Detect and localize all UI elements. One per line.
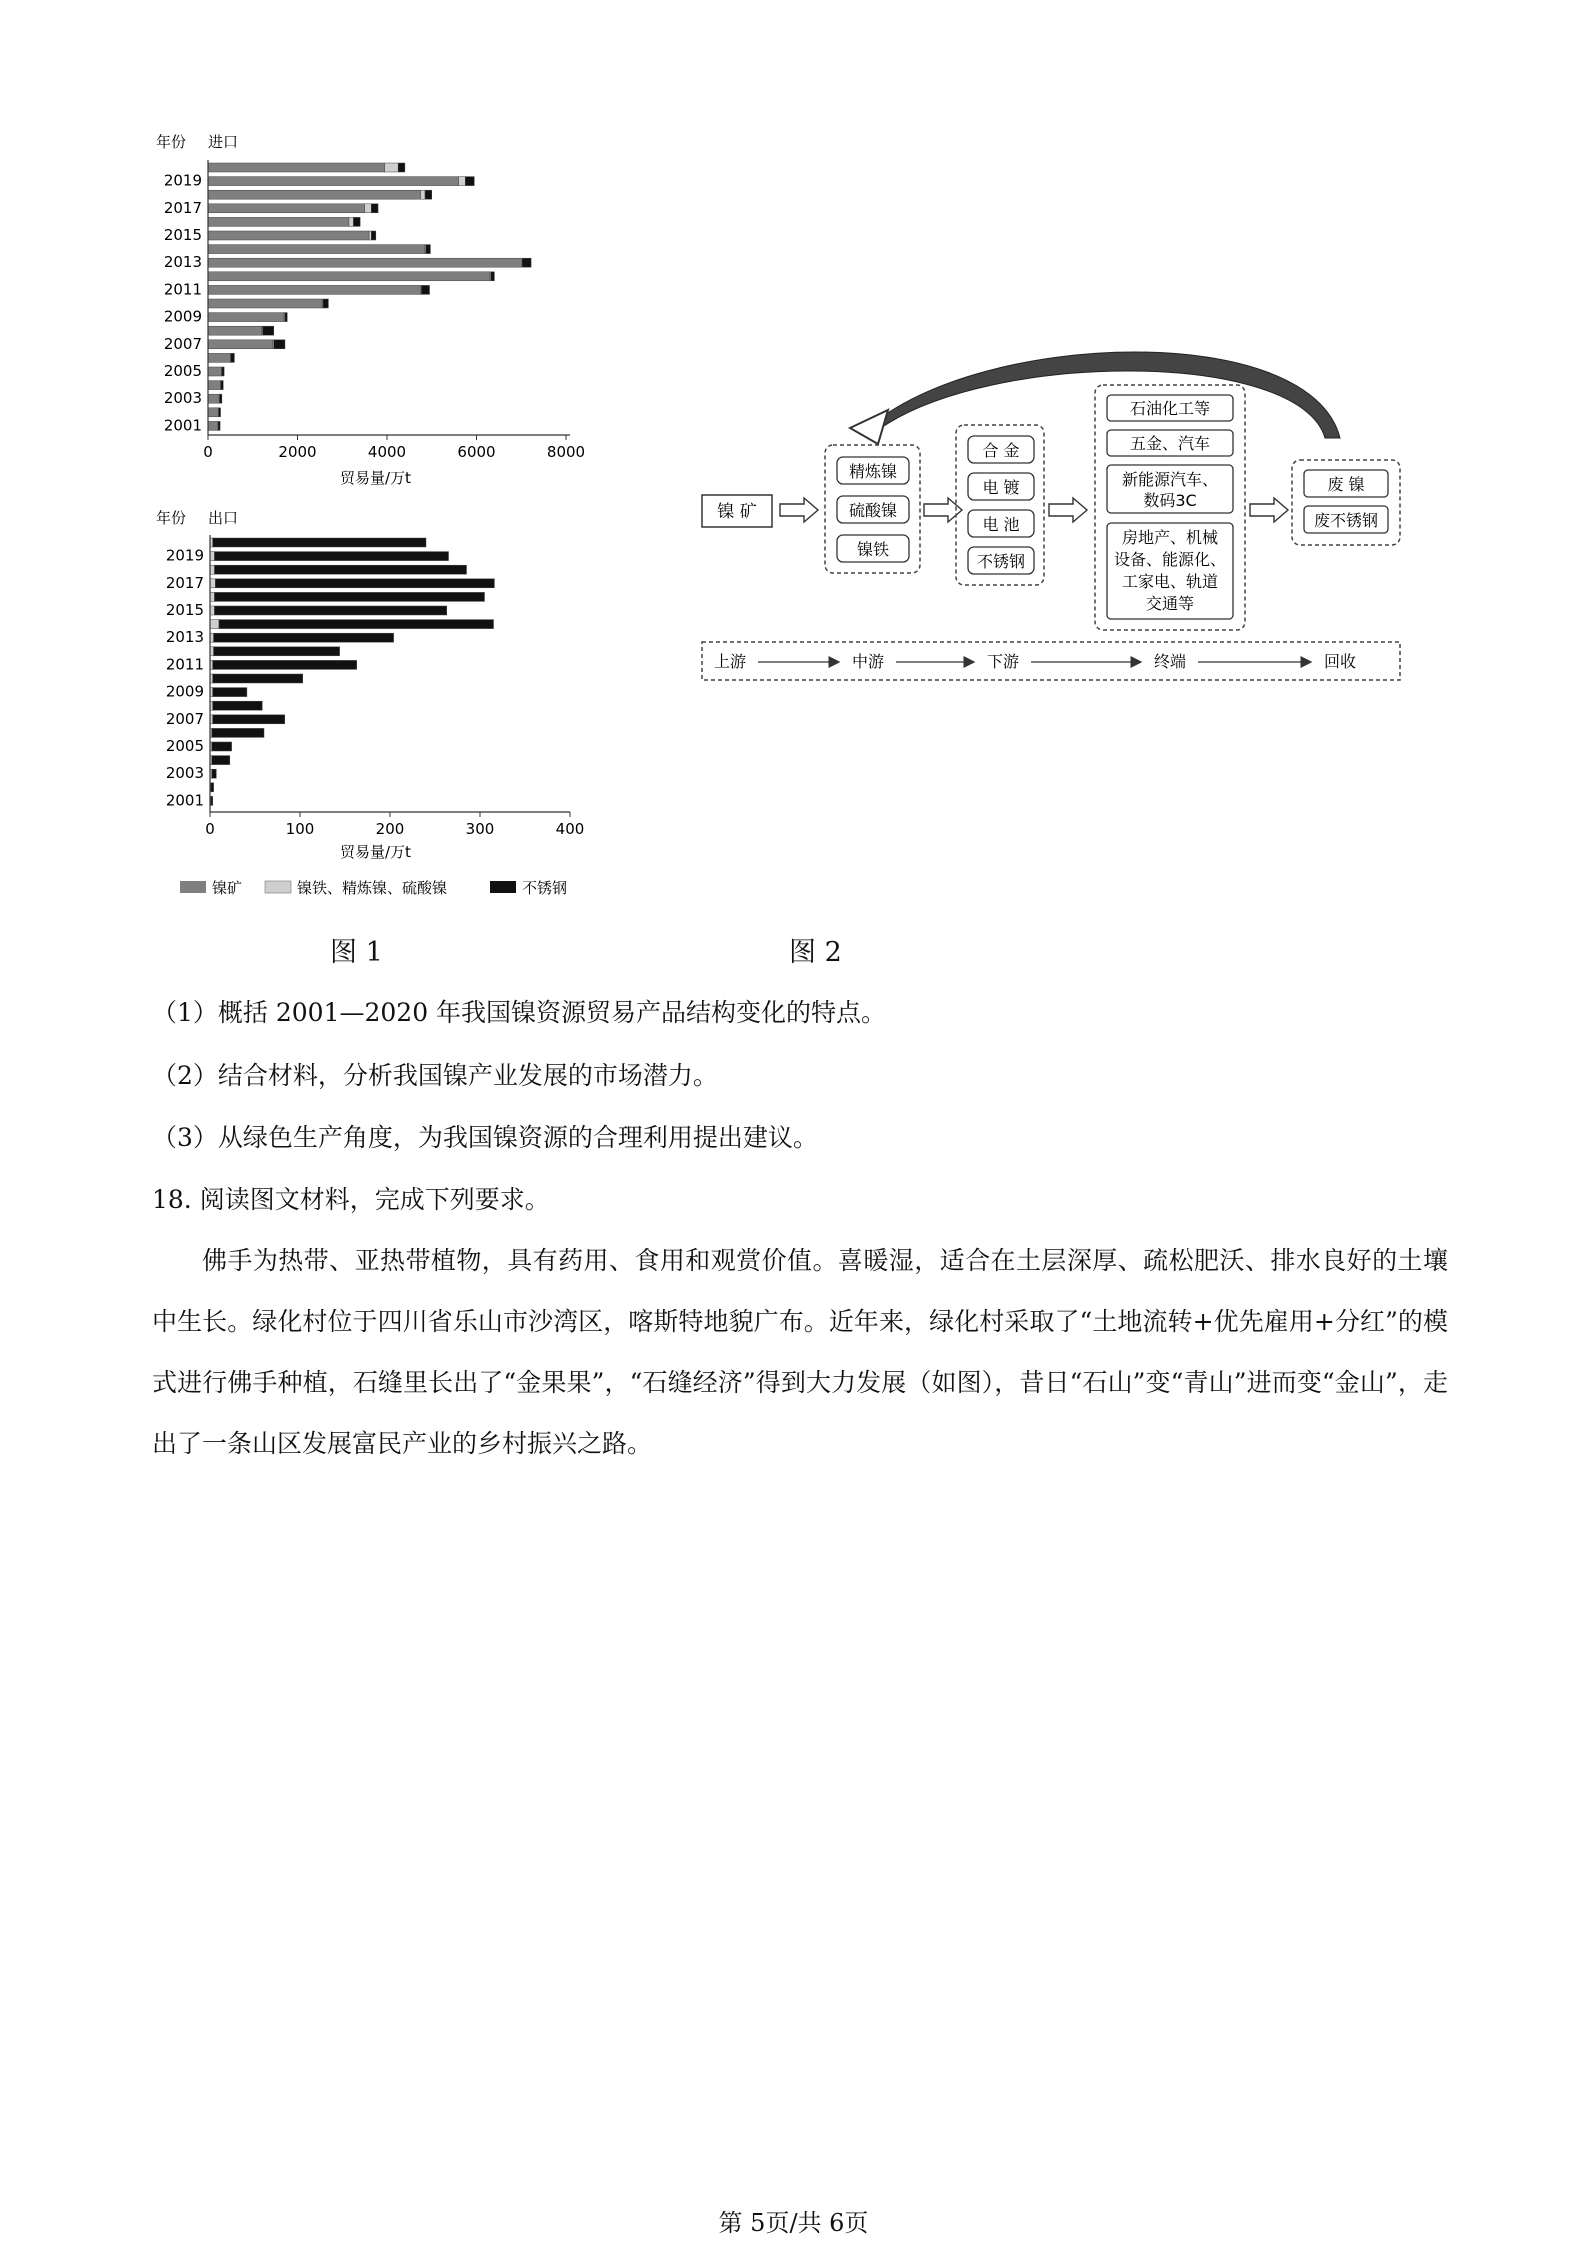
imp-xtick-4000: 4000 bbox=[367, 443, 407, 461]
exp-bar-2018-2 bbox=[215, 565, 467, 574]
export-chart-title: 出口 bbox=[208, 509, 239, 527]
legend-label-stainless: 不锈钢 bbox=[522, 879, 568, 897]
exp-bar-2015-1 bbox=[210, 606, 215, 615]
exp-bar-2014-2 bbox=[219, 620, 494, 629]
imp-bar-2016-1 bbox=[349, 217, 353, 226]
imp-ytick-2001: 2001 bbox=[163, 416, 202, 435]
imp-ytick-2007: 2007 bbox=[163, 334, 202, 353]
imp-bar-2009-0 bbox=[208, 313, 284, 322]
imp-bar-2019-1 bbox=[459, 177, 466, 186]
exp-xtick-300: 300 bbox=[465, 820, 495, 838]
exp-ytick-2017: 2017 bbox=[165, 573, 204, 592]
battery-label: 电 池 bbox=[982, 515, 1020, 534]
imp-bar-2017-2 bbox=[371, 204, 378, 213]
scrap-nickel-label: 废 镍 bbox=[1327, 475, 1365, 494]
stage-2: 下游 bbox=[986, 652, 1020, 671]
digital-3c-label: 数码3C bbox=[1143, 491, 1197, 510]
imp-ytick-2003: 2003 bbox=[163, 389, 202, 408]
realestate-label-1: 房地产、机械 bbox=[1121, 528, 1219, 547]
chart-legend bbox=[180, 879, 567, 897]
exp-xtick-100: 100 bbox=[285, 820, 315, 838]
imp-bar-2019-0 bbox=[208, 177, 459, 186]
imp-bar-2002-2 bbox=[219, 408, 221, 417]
imp-bar-2014-0 bbox=[208, 245, 425, 254]
exp-bar-2009-2 bbox=[213, 688, 247, 697]
imp-bar-2011-0 bbox=[208, 285, 421, 294]
flow-arrow-2 bbox=[1049, 498, 1087, 522]
question-3: （3）从绿色生产角度，为我国镍资源的合理利用提出建议。 bbox=[152, 1123, 818, 1152]
exp-ytick-2019: 2019 bbox=[165, 546, 204, 565]
import-x-axis-label: 贸易量/万t bbox=[340, 469, 411, 487]
legend-label-nickel-ore: 镍矿 bbox=[212, 879, 243, 897]
imp-ytick-2005: 2005 bbox=[163, 362, 202, 380]
nickel-industry-chain-diagram bbox=[700, 340, 1410, 690]
exp-bar-2008-2 bbox=[213, 701, 263, 710]
imp-bar-2012-2 bbox=[491, 272, 495, 281]
imp-bar-2005-0 bbox=[208, 367, 221, 376]
exp-xtick-0: 0 bbox=[205, 820, 215, 838]
stage-1: 中游 bbox=[851, 652, 885, 671]
refined-nickel-label: 精炼镍 bbox=[848, 462, 898, 481]
imp-bar-2016-0 bbox=[208, 217, 349, 226]
imp-bar-2015-1 bbox=[369, 231, 371, 240]
imp-ytick-2015: 2015 bbox=[163, 226, 202, 244]
flow-arrow-0 bbox=[780, 498, 818, 522]
ferronickel-label: 镍铁 bbox=[856, 540, 890, 559]
imp-bar-2010-2 bbox=[323, 299, 328, 308]
stage-4: 回收 bbox=[1323, 652, 1357, 671]
exp-ytick-2003: 2003 bbox=[165, 764, 204, 783]
exp-bar-2005-2 bbox=[212, 742, 232, 751]
imp-xtick-2000: 2000 bbox=[278, 443, 317, 461]
imp-bar-2003-0 bbox=[208, 394, 219, 403]
imp-bar-2004-0 bbox=[208, 381, 221, 390]
imp-bar-2004-2 bbox=[221, 381, 223, 390]
exp-xtick-400: 400 bbox=[555, 820, 585, 838]
imp-bar-2008-0 bbox=[208, 326, 262, 335]
realestate-label-4: 交通等 bbox=[1145, 594, 1195, 613]
flow-arrow-3 bbox=[1250, 498, 1288, 522]
imp-bar-2010-0 bbox=[208, 299, 322, 308]
stage-3: 终端 bbox=[1153, 652, 1187, 671]
imp-bar-2005-2 bbox=[222, 367, 224, 376]
imp-bar-2007-2 bbox=[274, 340, 285, 349]
imp-bar-2001-0 bbox=[208, 421, 218, 430]
imp-bar-2015-2 bbox=[371, 231, 375, 240]
nev-label: 新能源汽车、 bbox=[1121, 470, 1219, 489]
imp-bar-2006-0 bbox=[208, 353, 230, 362]
stage-bar bbox=[702, 642, 1400, 680]
imp-bar-2020-0 bbox=[208, 163, 385, 172]
exp-bar-2018-1 bbox=[210, 565, 215, 574]
source-label: 镍 矿 bbox=[717, 502, 757, 522]
legend-swatch-intermediate bbox=[265, 881, 291, 893]
imp-bar-2017-0 bbox=[208, 204, 365, 213]
stage-0: 上游 bbox=[713, 652, 747, 671]
imp-ytick-2013: 2013 bbox=[163, 253, 202, 272]
exp-ytick-2001: 2001 bbox=[165, 791, 204, 810]
imp-bar-2020-1 bbox=[385, 163, 398, 172]
recycle-arrow bbox=[868, 352, 1340, 438]
imp-bar-2003-2 bbox=[220, 394, 222, 403]
stainless-label: 不锈钢 bbox=[976, 552, 1026, 571]
stage-labels bbox=[714, 652, 1356, 671]
exp-ytick-2005: 2005 bbox=[165, 737, 204, 755]
figure-1-caption: 图 1 bbox=[330, 937, 383, 968]
exp-bar-2011-2 bbox=[213, 660, 357, 669]
exp-bar-2016-1 bbox=[210, 592, 215, 601]
imp-ytick-2019: 2019 bbox=[163, 171, 202, 190]
imp-bar-2013-2 bbox=[522, 258, 531, 267]
realestate-label-2: 设备、能源化、 bbox=[1113, 550, 1227, 569]
export-year-label: 年份 bbox=[156, 509, 187, 527]
legend-label-intermediate: 镍铁、精炼镍、硫酸镍 bbox=[297, 879, 448, 897]
exp-bar-2006-2 bbox=[212, 728, 264, 737]
exp-bar-2003-2 bbox=[212, 769, 217, 778]
import-chart-title: 进口 bbox=[208, 133, 239, 151]
exp-bar-2010-2 bbox=[213, 674, 303, 683]
imp-ytick-2009: 2009 bbox=[163, 307, 202, 326]
export-chart bbox=[150, 505, 610, 905]
imp-bar-2008-2 bbox=[263, 326, 274, 335]
imp-bar-2011-2 bbox=[421, 285, 429, 294]
imp-bar-2018-2 bbox=[425, 190, 432, 199]
imp-bar-2001-2 bbox=[218, 421, 220, 430]
imp-bar-2014-2 bbox=[426, 245, 430, 254]
imp-bar-2007-0 bbox=[208, 340, 273, 349]
nickel-sulfate-label: 硫酸镍 bbox=[848, 501, 898, 520]
exp-ytick-2007: 2007 bbox=[165, 709, 204, 728]
exp-bar-2007-2 bbox=[213, 715, 285, 724]
imp-bar-2019-2 bbox=[465, 177, 474, 186]
imp-bar-2018-0 bbox=[208, 190, 421, 199]
hardware-auto-label: 五金、汽车 bbox=[1129, 434, 1211, 453]
legend-swatch-stainless bbox=[490, 881, 516, 893]
exp-bar-2015-2 bbox=[215, 606, 447, 615]
imp-bar-2006-2 bbox=[231, 353, 235, 362]
recycle-arrowhead bbox=[850, 410, 888, 444]
exp-bar-2002-2 bbox=[211, 783, 214, 792]
import-year-label: 年份 bbox=[156, 133, 187, 151]
export-x-axis-label: 贸易量/万t bbox=[340, 843, 411, 861]
imp-bar-2018-1 bbox=[421, 190, 425, 199]
imp-xtick-6000: 6000 bbox=[457, 443, 496, 461]
imp-bar-2017-1 bbox=[365, 204, 372, 213]
imp-bar-2016-2 bbox=[353, 217, 360, 226]
page-footer: 第 5页/共 6页 bbox=[718, 2209, 869, 2237]
imp-bar-2013-0 bbox=[208, 258, 521, 267]
exp-bar-2017-2 bbox=[215, 579, 494, 588]
petrochem-label: 石油化工等 bbox=[1129, 399, 1211, 418]
exp-bar-2020-2 bbox=[213, 538, 426, 547]
exp-bar-2017-1 bbox=[210, 579, 215, 588]
exp-bar-2014-1 bbox=[210, 620, 219, 629]
imp-bar-2002-0 bbox=[208, 408, 218, 417]
scrap-stainless-label: 废不锈钢 bbox=[1313, 511, 1379, 530]
exp-bar-2016-2 bbox=[215, 592, 485, 601]
question-18-heading: 18. 阅读图文材料，完成下列要求。 bbox=[152, 1185, 550, 1214]
exp-xtick-200: 200 bbox=[375, 820, 405, 838]
imp-bar-2012-0 bbox=[208, 272, 490, 281]
exp-bar-2012-2 bbox=[214, 647, 340, 656]
exp-bar-2013-2 bbox=[214, 633, 394, 642]
imp-ytick-2017: 2017 bbox=[163, 198, 202, 217]
question-2: （2）结合材料，分析我国镍产业发展的市场潜力。 bbox=[152, 1061, 718, 1090]
exp-ytick-2015: 2015 bbox=[165, 601, 204, 619]
figure-2-caption: 图 2 bbox=[789, 937, 842, 968]
exp-ytick-2013: 2013 bbox=[165, 628, 204, 647]
exp-bar-2004-2 bbox=[212, 756, 230, 765]
import-chart bbox=[150, 125, 610, 490]
realestate-label-3: 工家电、轨道 bbox=[1121, 572, 1219, 591]
imp-xtick-8000: 8000 bbox=[546, 443, 586, 461]
question-1: （1）概括 2001—2020 年我国镍资源贸易产品结构变化的特点。 bbox=[152, 998, 887, 1027]
exp-bar-2019-2 bbox=[215, 552, 449, 561]
exp-bar-2001-2 bbox=[211, 796, 213, 805]
exp-bar-2019-1 bbox=[210, 552, 215, 561]
imp-ytick-2011: 2011 bbox=[163, 280, 202, 299]
imp-bar-2020-2 bbox=[398, 163, 405, 172]
legend-swatch-nickel-ore bbox=[180, 881, 206, 893]
plating-label: 电 镀 bbox=[982, 478, 1020, 497]
exp-ytick-2009: 2009 bbox=[165, 682, 204, 701]
material-paragraph: 佛手为热带、亚热带植物，具有药用、食用和观赏价值。喜暖湿，适合在土层深厚、疏松肥沃、排水良好的土壤中生长。绿化村位于四川省乐山市沙湾区，喀斯特地貌广布。近年来，绿化村采取了“土地流转+优先雇用+分红”的模式进行佛手种植，石缝里长出了“金果果”，“石缝经济”得到大力发展（如图），昔日“石山”变“青山”进而变“金山”，走出了一条山区发展富民产业的乡村振兴之路。 bbox=[152, 1246, 1448, 1458]
imp-bar-2009-2 bbox=[285, 313, 287, 322]
exp-ytick-2011: 2011 bbox=[165, 655, 204, 674]
imp-xtick-0: 0 bbox=[203, 443, 213, 461]
imp-bar-2015-0 bbox=[208, 231, 369, 240]
alloy-label: 合 金 bbox=[982, 441, 1020, 460]
